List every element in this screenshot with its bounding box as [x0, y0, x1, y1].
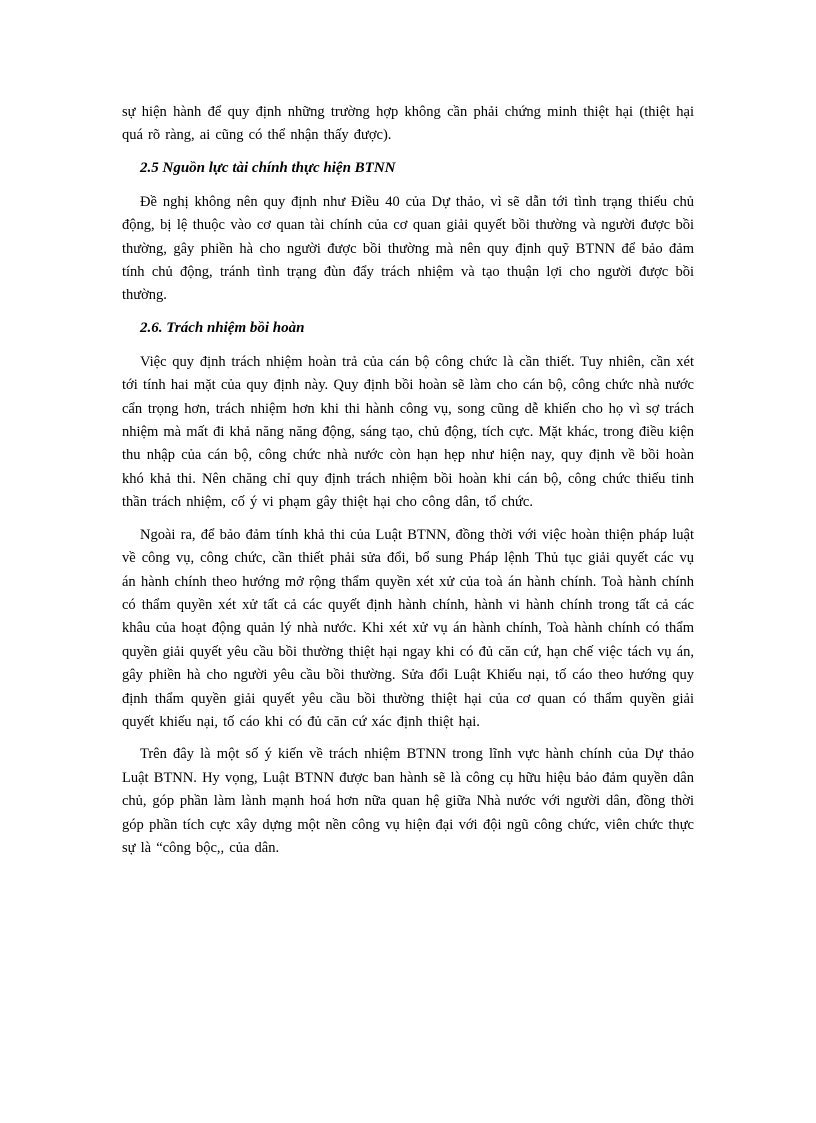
section-2-6-paragraph-1: Việc quy định trách nhiệm hoàn trả của cán bộ công chức là cần thiết. Tuy nhiên, cần xét tới tính hai mặt của quy định này. Quy định bồi hoàn sẽ làm cho cán bộ, công chức nhà nước cẩn trọng hơn, trách nhiệm hơn khi thi hành công vụ, song cũng dễ khiến cho họ vì sợ trách nhiệm mà mất đi khả năng năng động, sáng tạo, chủ động, tích cực. Mặt khác, trong điều kiện thu nhập của cán bộ, công chức nhà nước còn hạn hẹp như hiện nay, quy định về bồi hoàn khó khả thi. Nên chăng chỉ quy định trách nhiệm bồi hoàn khi cán bộ, công chức thiếu tinh thần trách nhiệm, cố ý vi phạm gây thiệt hại cho công dân, tổ chức. — [122, 353, 694, 511]
section-2-6-heading: 2.6. Trách nhiệm bồi hoàn — [140, 319, 305, 336]
section-2-6-paragraph-2: Ngoài ra, để bảo đảm tính khả thi của Luật BTNN, đồng thời với việc hoàn thiện pháp luật về công vụ, công chức, cần thiết phải sửa đổi, bổ sung Pháp lệnh Thủ tục giải quyết các vụ án hành chính theo hướng mở rộng thẩm quyền xét xử của toà án hành chính. Toà hành chính có thẩm quyền xét xử tất cả các quyết định hành chính, hành vi hành chính trong tất cả các khâu của hoạt động quản lý nhà nước. Khi xét xử vụ án hành chính, Toà hành chính có thẩm quyền giải quyết yêu cầu bồi thường thiệt hại ngay khi có đủ căn cứ, hạn chế việc tách vụ án, gây phiền hà cho người yêu cầu bồi thường. Sửa đổi Luật Khiếu nại, tố cáo theo hướng quy định thẩm quyền giải quyết yêu cầu bồi thường thiệt hại của cơ quan có thẩm quyền giải quyết khiếu nại, tố cáo khi có đủ căn cứ xác định thiệt hại. — [122, 526, 694, 730]
closing-paragraph: Trên đây là một số ý kiến về trách nhiệm BTNN trong lĩnh vực hành chính của Dự thảo Luật BTNN. Hy vọng, Luật BTNN được ban hành sẽ là công cụ hữu hiệu bảo đảm quyền dân chủ, góp phần làm lành mạnh hoá hơn nữa quan hệ giữa Nhà nước với người dân, đồng thời góp phần tích cực xây dựng một nền công vụ hiện đại với đội ngũ công chức, viên chức thực sự là “công bộc,, của dân. — [122, 746, 694, 856]
section-2-5-paragraph-1: Đề nghị không nên quy định như Điều 40 của Dự thảo, vì sẽ dẫn tới tình trạng thiếu chủ động, bị lệ thuộc vào cơ quan tài chính của cơ quan giải quyết bồi thường và người được bồi thường, gây phiền hà cho người được bồi thường mà nên quy định quỹ BTNN để bảo đảm tính chủ động, tránh tình trạng đùn đẩy trách nhiệm và tạo thuận lợi cho người được bồi thường. — [122, 193, 694, 304]
section-2-5-heading: 2.5 Nguồn lực tài chính thực hiện BTNN — [140, 159, 396, 176]
intro-paragraph: sự hiện hành để quy định những trường hợp không cần phải chứng minh thiệt hại (thiệt hại quá rõ ràng, ai cũng có thể nhận thấy được). — [122, 104, 694, 144]
